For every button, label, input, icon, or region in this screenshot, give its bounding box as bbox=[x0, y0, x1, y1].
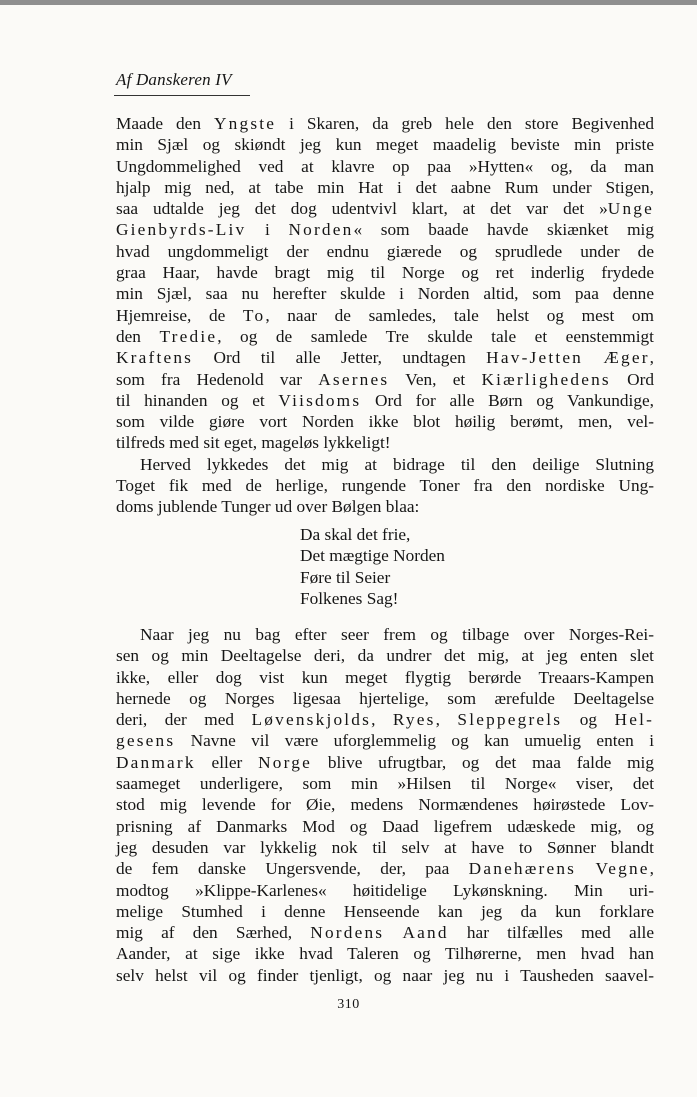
text-line bbox=[116, 880, 654, 901]
text-run: har tilfælles med alle bbox=[448, 923, 654, 943]
text-run: til hinanden og et bbox=[116, 390, 279, 410]
text-run: som fra Hedenold var bbox=[116, 369, 319, 389]
spaced-emphasis: Ryes bbox=[392, 710, 436, 730]
text-line bbox=[116, 283, 654, 304]
text-line bbox=[116, 943, 654, 964]
text-line bbox=[116, 645, 654, 666]
text-line bbox=[116, 858, 654, 879]
scan-top-border bbox=[0, 0, 697, 5]
text-run bbox=[576, 859, 595, 878]
spaced-emphasis: Kiærlighedens bbox=[481, 369, 611, 389]
text-run: mig af den Særhed, bbox=[116, 923, 311, 943]
text-line bbox=[116, 411, 654, 432]
spaced-emphasis: Kraftens bbox=[116, 348, 194, 368]
text-run: blive ufrugtbar, og det maa falde mig bbox=[311, 752, 654, 772]
spaced-emphasis: Løvenskjolds bbox=[251, 710, 372, 730]
text-line bbox=[116, 432, 654, 453]
text-run: Ven, et bbox=[389, 369, 482, 389]
text-run: saa udtalde jeg det dog udentvivl klart, at det var det » bbox=[116, 199, 608, 219]
text-run: graa Haar, havde bragt mig til Norge og ret inderlig frydede bbox=[116, 263, 654, 283]
text-run: doms jublende Tunger ud over Bølgen blaa: bbox=[116, 497, 420, 517]
text-run: Navne vil være uforglemmelig og kan umuelig enten i bbox=[175, 731, 654, 751]
text-line bbox=[116, 624, 654, 645]
text-line bbox=[116, 901, 654, 922]
text-line bbox=[116, 326, 654, 347]
text-run: og bbox=[562, 710, 615, 730]
text-run: selv helst vil og finder tjenligt, og naar jeg nu i Tausheden saavel- bbox=[116, 965, 654, 985]
text-line bbox=[116, 837, 654, 858]
text-line bbox=[116, 198, 654, 219]
spaced-emphasis: Vegne bbox=[595, 859, 650, 879]
text-run: « som baade havde skiænket mig bbox=[353, 220, 654, 240]
text-line bbox=[116, 730, 654, 751]
text-line bbox=[116, 475, 654, 496]
text-line bbox=[116, 816, 654, 837]
spaced-emphasis: Hel- bbox=[614, 710, 655, 730]
text-line bbox=[116, 922, 654, 943]
text-line bbox=[116, 241, 654, 262]
text-run: i Skaren, da greb hele den store Begivenhed bbox=[276, 114, 655, 133]
spaced-emphasis: Yngste bbox=[213, 114, 277, 133]
paragraph-2 bbox=[116, 454, 654, 518]
text-run: Ungdommelighed ved at klavre op paa »Hytten« og, da man bbox=[116, 156, 654, 176]
text-run: prisning af Danmarks Mod og Daad ligefrem udæskede mig, og bbox=[116, 816, 654, 836]
text-run: eller bbox=[195, 752, 259, 772]
text-run: den bbox=[116, 326, 160, 346]
text-run: Hjemreise, de bbox=[116, 305, 243, 325]
text-line bbox=[116, 496, 654, 517]
text-run: sen og min Deeltagelse deri, da undrer det mig, at jeg enten slet bbox=[116, 646, 654, 666]
spaced-emphasis: Danmark bbox=[116, 752, 196, 772]
verse-line: Føre til Seier bbox=[300, 567, 391, 587]
text-run: saameget underligere, som min »Hilsen til Norge« viser, det bbox=[116, 774, 654, 794]
text-line bbox=[116, 773, 654, 794]
text-line bbox=[116, 305, 654, 326]
text-line bbox=[116, 369, 654, 390]
text-line bbox=[116, 688, 654, 709]
text-run: deri, der med bbox=[116, 710, 252, 730]
verse-line: Folkenes Sag! bbox=[300, 588, 399, 608]
text-run: hernede og Norges ligesaa hjertelige, som ærefulde Deeltagelse bbox=[116, 688, 654, 708]
text-run: Naar jeg nu bag efter seer frem og tilbage over Norges-Rei- bbox=[140, 625, 654, 644]
text-run: hvad ungdommeligt der endnu giærede og sprudlede under de bbox=[116, 241, 654, 261]
spaced-emphasis: To bbox=[242, 305, 266, 325]
spaced-emphasis: Norge bbox=[258, 752, 312, 772]
text-run: de fem danske Ungersvende, der, paa bbox=[116, 859, 469, 879]
paragraph-3 bbox=[116, 624, 654, 986]
text-run: , bbox=[371, 710, 393, 730]
text-line bbox=[116, 390, 654, 411]
spaced-emphasis: Æger bbox=[603, 348, 650, 368]
paragraph-1 bbox=[116, 113, 654, 454]
text-line bbox=[116, 134, 654, 155]
text-run: , og de samlede Tre skulde tale et eenstemmigt bbox=[217, 326, 654, 346]
text-line bbox=[116, 965, 654, 986]
text-line bbox=[116, 794, 654, 815]
text-line bbox=[116, 113, 654, 134]
text-run: som vilde giøre vort Norden ikke blot høilig berømt, men, vel- bbox=[116, 412, 654, 432]
spaced-emphasis: Gienbyrds-Liv bbox=[116, 220, 247, 240]
text-run: Ord for alle Børn og Vankundige, bbox=[361, 390, 654, 410]
spaced-emphasis: Hav-Jetten bbox=[486, 348, 584, 368]
text-line bbox=[116, 177, 654, 198]
spaced-emphasis: Nordens bbox=[310, 923, 385, 943]
text-run: , naar de samledes, tale helst og mest om bbox=[265, 305, 654, 325]
text-run: tilfreds med sit eget, mageløs lykkeligt! bbox=[116, 433, 391, 453]
page-number: 310 bbox=[337, 997, 360, 1012]
text-run: ikke, eller dog vist kun meget flygtig berørde Treaars-Kampen bbox=[116, 667, 654, 687]
text-line bbox=[116, 347, 654, 368]
text-run: melige Stumhed i denne Henseende kan jeg da kun forklare bbox=[116, 901, 654, 921]
text-line bbox=[116, 454, 654, 475]
running-head: Af Danskeren IV bbox=[116, 70, 232, 89]
text-run: Ord bbox=[610, 369, 654, 389]
spaced-emphasis: Danehærens bbox=[468, 859, 577, 879]
text-run: i bbox=[246, 220, 289, 240]
spaced-emphasis: Aand bbox=[402, 923, 449, 943]
spaced-emphasis: Unge bbox=[607, 199, 654, 219]
verse-line: Da skal det frie, bbox=[300, 525, 411, 544]
spaced-emphasis: gesens bbox=[116, 731, 176, 751]
text-line bbox=[116, 156, 654, 177]
text-run bbox=[583, 348, 603, 367]
text-run: stod mig levende for Øie, medens Normændenes høirøstede Lov- bbox=[116, 795, 654, 815]
text-line bbox=[116, 752, 654, 773]
text-run: jeg desuden var lykkelig nok til selv at have to Sønner blandt bbox=[116, 837, 654, 857]
spaced-emphasis: Asernes bbox=[318, 369, 390, 389]
text-run: Toget fik med de herlige, rungende Toner fra den nordiske Ung- bbox=[116, 476, 654, 496]
spaced-emphasis: Norden bbox=[288, 220, 354, 240]
running-head-rule bbox=[114, 95, 250, 96]
text-run bbox=[384, 923, 402, 942]
verse-stanza bbox=[300, 524, 445, 609]
verse-line: Det mægtige Norden bbox=[300, 546, 445, 566]
text-run: Aander, at sige ikke hvad Taleren og Tilhørerne, men hvad han bbox=[116, 944, 654, 964]
text-run: Herved lykkedes det mig at bidrage til den deilige Slutning bbox=[140, 454, 654, 474]
text-run: , bbox=[649, 348, 654, 368]
text-run: modtog »Klippe-Karlenes« høitidelige Lykønskning. Min uri- bbox=[116, 880, 654, 900]
text-line bbox=[116, 262, 654, 283]
text-run: , bbox=[649, 859, 654, 879]
text-run: min Sjæl og skiøndt jeg kun meget maadelig beviste min priste bbox=[116, 135, 654, 155]
text-run: , bbox=[435, 710, 458, 730]
text-line bbox=[116, 667, 654, 688]
text-line bbox=[116, 709, 654, 730]
spaced-emphasis: Sleppegrels bbox=[457, 710, 563, 730]
text-run: Ord til alle Jetter, undtagen bbox=[193, 348, 487, 368]
text-run: min Sjæl, saa nu herefter skulde i Norden altid, som paa denne bbox=[116, 284, 654, 304]
text-run: Maade den bbox=[116, 114, 214, 133]
spaced-emphasis: Viisdoms bbox=[278, 390, 362, 410]
text-run: hjalp mig ned, at tabe min Hat i det aabne Rum under Stigen, bbox=[116, 177, 654, 197]
text-line bbox=[116, 219, 654, 240]
spaced-emphasis: Tredie bbox=[159, 326, 218, 346]
